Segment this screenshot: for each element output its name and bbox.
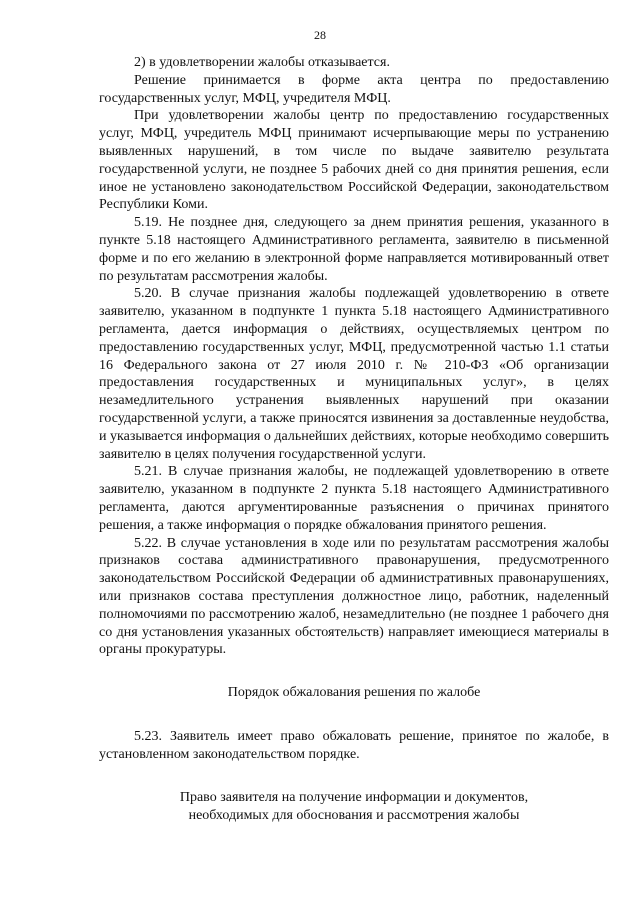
paragraph-5-21: 5.21. В случае признания жалобы, не подлежащей удовлетворению в ответе заявителю, указанном в подпункте 2 пункта 5.18 настоящего Административного регламента, даются аргументированные разъяснения о причинах принятого решения, а также информация о порядке обжалования принятого решения. [99, 464, 609, 533]
document-body [99, 54, 609, 825]
paragraph-decision-form: Решение принимается в форме акта центра по предоставлению государственных услуг, МФЦ, учредителя МФЦ. [99, 72, 609, 106]
paragraph-5-23: 5.23. Заявитель имеет право обжаловать решение, принятое по жалобе, в установленном законодательством порядке. [99, 728, 609, 762]
spacer [99, 659, 609, 684]
section-heading-info-rights-line-2: необходимых для обоснования и рассмотрения жалобы [188, 808, 520, 824]
paragraph-satisfaction: При удовлетворении жалобы центр по предоставлению государственных услуг, МФЦ, учредитель МФЦ принимают исчерпывающие меры по устранению выявленных нарушений, в том числе по выдаче заявителю результата государственной услуги, не позднее 5 рабочих дней со дня принятия решения, если иное не установлено законодательством Российской Федерации, законодательством Республики Коми. [99, 108, 609, 213]
spacer [99, 763, 609, 789]
paragraph-refusal: 2) в удовлетворении жалобы отказывается. [134, 55, 390, 70]
section-heading-info-rights-line-1: Право заявителя на получение информации и документов, [179, 790, 529, 806]
paragraph-5-19: 5.19. Не позднее дня, следующего за днем принятия решения, указанного в пункте 5.18 настоящего Административного регламента, заявителю в письменной форме и по его желанию в электронной форме направляется мотивированный ответ по результатам рассмотрения жалобы. [99, 215, 609, 284]
paragraph-5-22: 5.22. В случае установления в ходе или по результатам рассмотрения жалобы признаков состава административного правонарушения, предусмотренного законодательством Российской Федерации об административных правонарушениях, или признаков состава преступления должностное лицо, работник, наделенный полномочиями по рассмотрению жалоб, незамедлительно (не позднее 1 рабочего дня со дня установления указанных обстоятельств) направляет имеющиеся материалы в органы прокуратуры. [99, 535, 609, 658]
spacer [99, 702, 609, 728]
page-number: 28 [314, 28, 326, 42]
paragraph-5-20: 5.20. В случае признания жалобы подлежащей удовлетворению в ответе заявителю, указанном в подпункте 1 пункта 5.18 настоящего Административного регламента, дается информация о действиях, осуществляемых центром по предоставлению государственных услуг, МФЦ, предусмотренной частью 1.1 статьи 16 Федерального закона от 27 июля 2010 г. № 210-ФЗ «Об организации предоставления государственных и муниципальных услуг», в целях незамедлительного устранения выявленных нарушений при оказании государственной услуги, а также приносятся извинения за доставленные неудобства, и указывается информация о дальнейших действиях, которые необходимо совершить заявителю в целях получения государственной услуги. [99, 286, 609, 462]
section-heading-appeal: Порядок обжалования решения по жалобе [227, 685, 481, 701]
